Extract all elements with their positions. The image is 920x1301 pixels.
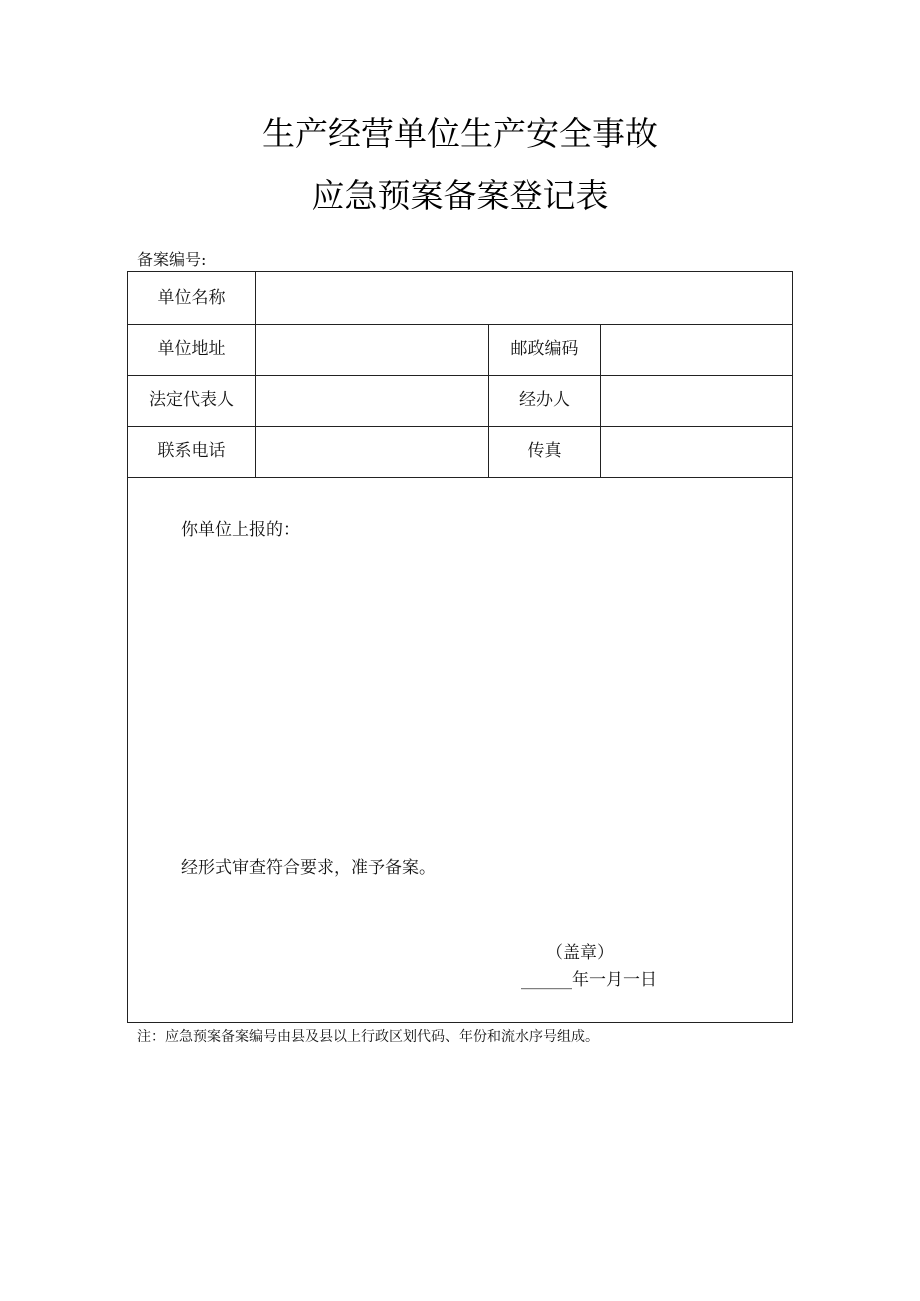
seal-text: （盖章） — [546, 943, 614, 963]
unit-name-field[interactable] — [256, 273, 793, 323]
handler-field[interactable] — [601, 376, 793, 426]
approval-text: 经形式审查符合要求，准予备案。 — [181, 858, 436, 878]
unit-address-label: 单位地址 — [157, 339, 226, 359]
legal-representative-label: 法定代表人 — [149, 390, 234, 410]
form-title-line-1: 生产经营单位生产安全事故 — [262, 114, 658, 153]
legal-representative-field[interactable] — [256, 376, 487, 426]
unit-name-label: 单位名称 — [157, 288, 226, 308]
filing-number-label: 备案编号: — [137, 250, 207, 269]
fax-field[interactable] — [601, 427, 793, 477]
phone-label: 联系电话 — [157, 441, 226, 461]
row-divider — [128, 477, 792, 478]
fax-label: 传真 — [527, 441, 562, 461]
phone-field[interactable] — [256, 427, 487, 477]
unit-address-field[interactable] — [256, 325, 487, 375]
handler-label: 经办人 — [519, 390, 570, 410]
date-line: ______年一月一日 — [521, 970, 657, 990]
registration-form-table — [127, 271, 793, 1023]
postal-code-label: 邮政编码 — [510, 339, 579, 359]
reported-text: 你单位上报的： — [181, 520, 300, 540]
postal-code-field[interactable] — [601, 325, 793, 375]
form-title-line-2: 应急预案备案登记表 — [311, 176, 609, 215]
footnote: 注：应急预案备案编号由县及县以上行政区划代码、年份和流水序号组成。 — [137, 1029, 599, 1045]
